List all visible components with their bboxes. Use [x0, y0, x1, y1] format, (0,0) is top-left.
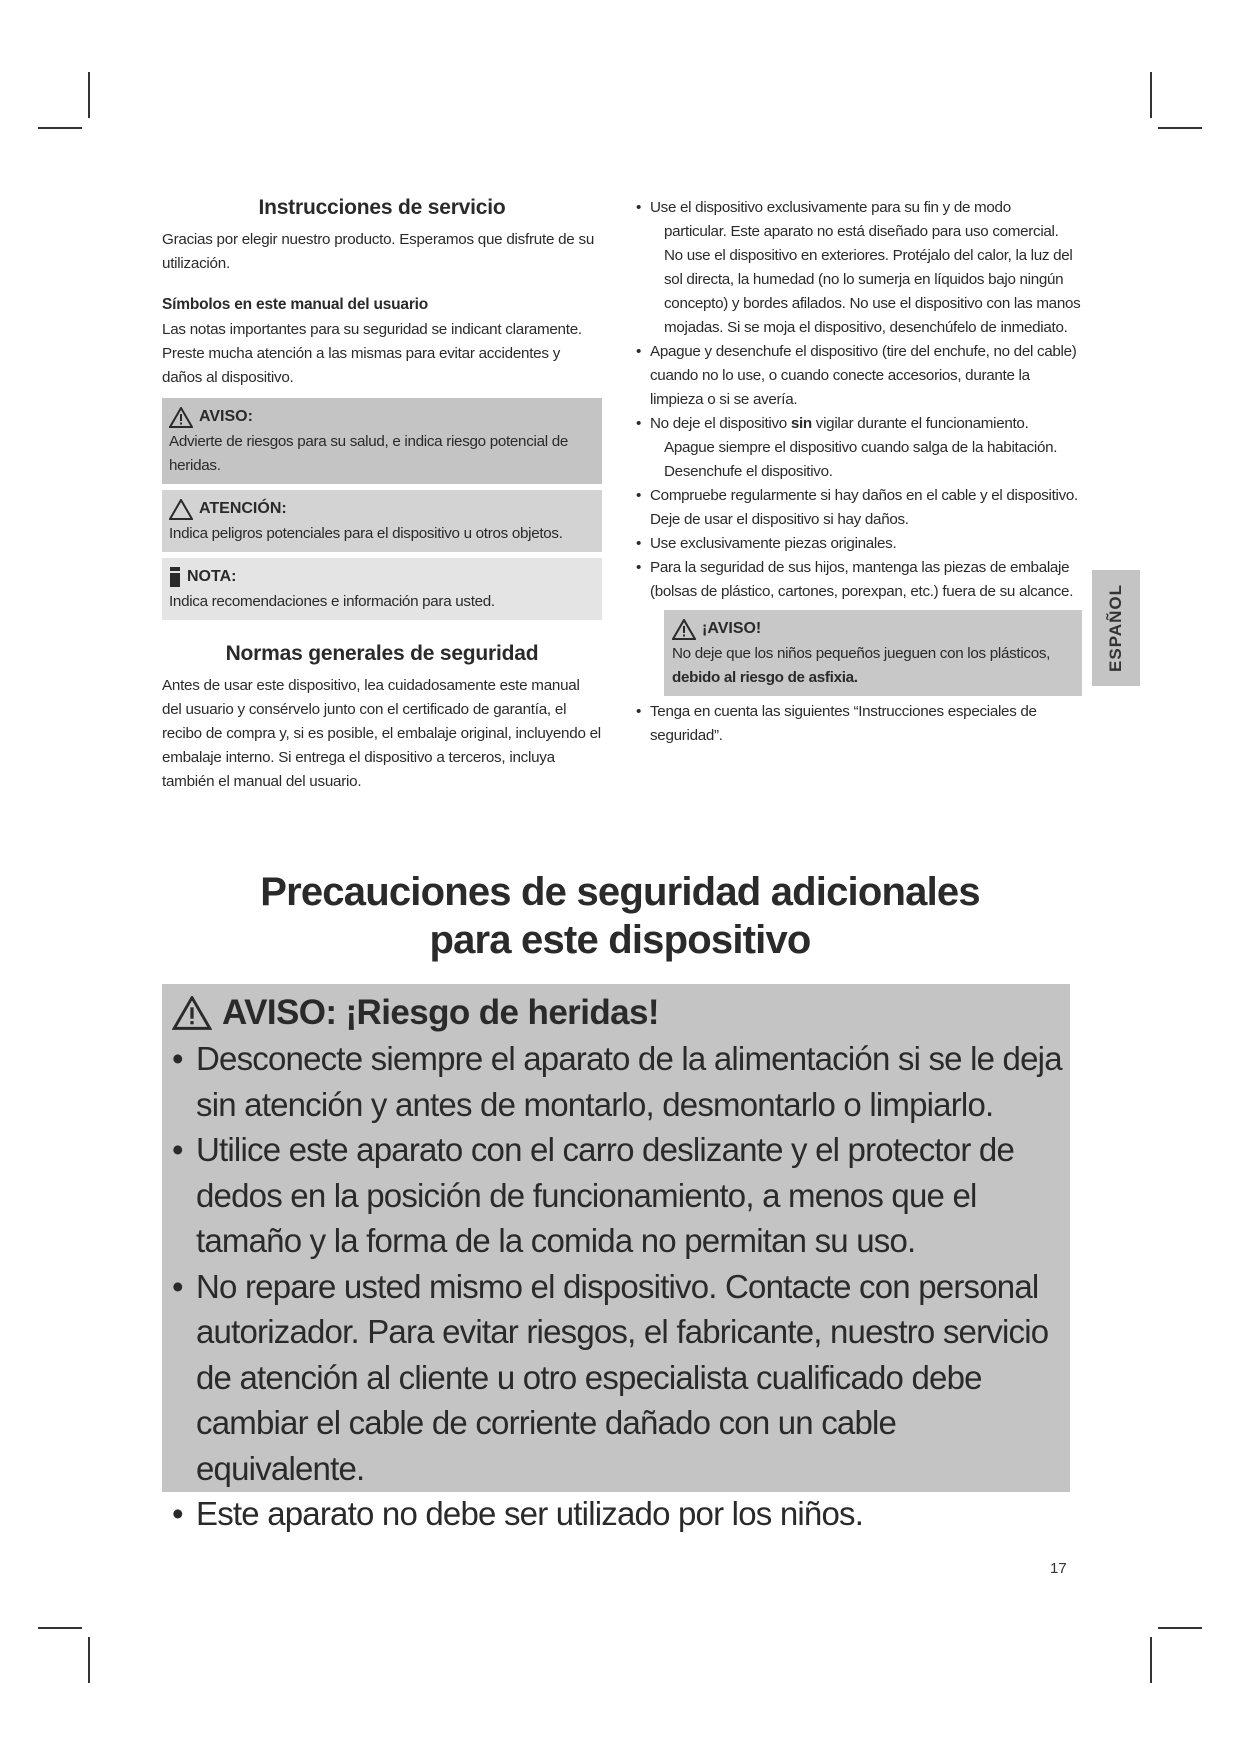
children-warning-box	[664, 610, 1082, 696]
crop-mark	[38, 1627, 82, 1629]
crop-mark	[1150, 72, 1152, 118]
language-tab-label: ESPAÑOL	[1106, 584, 1125, 672]
caution-triangle-icon	[169, 499, 193, 520]
list-item	[636, 700, 1082, 748]
big-warning-box	[162, 984, 1070, 1532]
notice-aviso-title: AVISO:	[199, 408, 253, 425]
crop-mark	[88, 72, 90, 118]
bullet3-para2: Apague siempre el dispositivo cuando salga de la habitación. Desenchufe el dispositivo.	[664, 439, 1058, 480]
notice-nota-title: NOTA:	[187, 568, 237, 585]
notice-aviso-text: Advierte de riesgos para su salud, e indica riesgo potencial de heridas.	[169, 433, 569, 474]
list-item	[636, 412, 1082, 484]
page-title-line2: para este dispositivo	[429, 918, 811, 962]
crop-mark	[88, 1637, 90, 1683]
bullet3-pre: No deje el dispositivo	[650, 415, 791, 432]
crop-mark	[1158, 1627, 1202, 1629]
list-item	[636, 556, 1082, 604]
list-item: • Desconecte siempre el aparato de la alimentación si se le deja sin atención y antes de montarlo, desmontarlo o limpiarlo.	[172, 1036, 1068, 1127]
notice-atencion-title: ATENCIÓN:	[199, 500, 287, 517]
left-column	[162, 196, 602, 794]
bullet1-rest: particular. Este aparato no está diseñado para uso comercial.	[664, 223, 1059, 240]
bullet1-para2: No use el dispositivo en exteriores. Protéjalo del calor, la luz del sol directa, la humedad (no lo sumerja en líquidos bajo ningún concepto) y bordes afilados. No use el dispositivo con las manos mojadas. Si se moja el dispositivo, desenchúfelo de inmediato.	[664, 247, 1081, 336]
safety-bullet-list-2	[636, 700, 1082, 748]
language-tab	[1092, 570, 1140, 686]
children-warning-bold: debido al riesgo de asfixia.	[672, 669, 858, 686]
page-number: 17	[1050, 1560, 1067, 1577]
warning-triangle-icon	[672, 619, 696, 640]
bullet1-line1: Use el dispositivo exclusivamente para su fin y de modo	[650, 199, 1011, 216]
right-column	[636, 196, 1082, 748]
list-item	[636, 196, 1082, 340]
bullet6-text: Para la seguridad de sus hijos, mantenga las piezas de embalaje (bolsas de plástico, cartones, porexpan, etc.) fuera de su alcance.	[650, 559, 1074, 600]
bullet4-text: Compruebe regularmente si hay daños en el cable y el dispositivo. Deje de usar el dispositivo si hay daños.	[650, 487, 1078, 528]
bullet3-bold: sin	[790, 415, 812, 432]
list-item	[636, 532, 1082, 556]
bullet7-text: Tenga en cuenta las siguientes “Instrucciones especiales de seguridad”.	[650, 703, 1037, 744]
notice-nota-text: Indica recomendaciones e información para usted.	[169, 593, 495, 610]
crop-mark	[1150, 1637, 1152, 1683]
symbols-text: Las notas importantes para su seguridad se indicant claramente. Preste mucha atención a las mismas para evitar accidentes y daños al dispositivo.	[162, 321, 582, 386]
bullet3-post: vigilar durante el funcionamiento.	[811, 415, 1029, 432]
children-warning-title: ¡AVISO!	[702, 620, 762, 637]
crop-mark	[38, 127, 82, 129]
list-item: • No repare usted mismo el dispositivo. Contacte con personal autorizador. Para evitar riesgos, el fabricante, nuestro servicio de atención al cliente u otro especialista cualificado debe cambiar el cable de corriente dañado con un cable equivalente.	[172, 1264, 1068, 1492]
crop-mark	[1158, 127, 1202, 129]
page-title	[160, 868, 1080, 964]
section-title-general-safety: Normas generales de seguridad	[225, 642, 539, 665]
list-item: • Este aparato no debe ser utilizado por los niños.	[172, 1491, 1068, 1537]
notice-atencion	[162, 490, 602, 552]
intro-text: Gracias por elegir nuestro producto. Esperamos que disfrute de su utilización.	[162, 231, 595, 272]
general-safety-text: Antes de usar este dispositivo, lea cuidadosamente este manual del usuario y consérvelo junto con el certificado de garantía, el recibo de compra y, si es posible, el embalaje original, incluyendo el embalaje interno. Si entrega el dispositivo a terceros, incluya también el manual del usuario.	[162, 677, 601, 790]
warning-triangle-icon	[172, 996, 212, 1030]
notice-aviso	[162, 398, 602, 484]
bullet2-text: Apague y desenchufe el dispositivo (tire del enchufe, no del cable) cuando no lo use, o cuando conecte accesorios, durante la limpieza o si se avería.	[650, 343, 1077, 408]
big-warning-list	[172, 1036, 1068, 1537]
info-icon	[169, 567, 181, 587]
notice-atencion-text: Indica peligros potenciales para el dispositivo u otros objetos.	[169, 525, 563, 542]
symbols-heading: Símbolos en este manual del usuario	[162, 296, 429, 313]
warning-triangle-icon	[169, 407, 193, 428]
bullet5-text: Use exclusivamente piezas originales.	[650, 535, 897, 552]
section-title-instructions: Instrucciones de servicio	[258, 196, 506, 219]
safety-bullet-list	[636, 196, 1082, 604]
list-item: • Utilice este aparato con el carro deslizante y el protector de dedos en la posición de funcionamiento, a menos que el tamaño y la forma de la comida no permitan su uso.	[172, 1127, 1068, 1264]
children-warning-text: No deje que los niños pequeños jueguen con los plásticos,	[672, 645, 1051, 662]
notice-nota	[162, 558, 602, 620]
big-warning-title: AVISO: ¡Riesgo de heridas!	[222, 993, 659, 1032]
list-item	[636, 340, 1082, 412]
list-item	[636, 484, 1082, 532]
page-title-line1: Precauciones de seguridad adicionales	[260, 870, 980, 914]
